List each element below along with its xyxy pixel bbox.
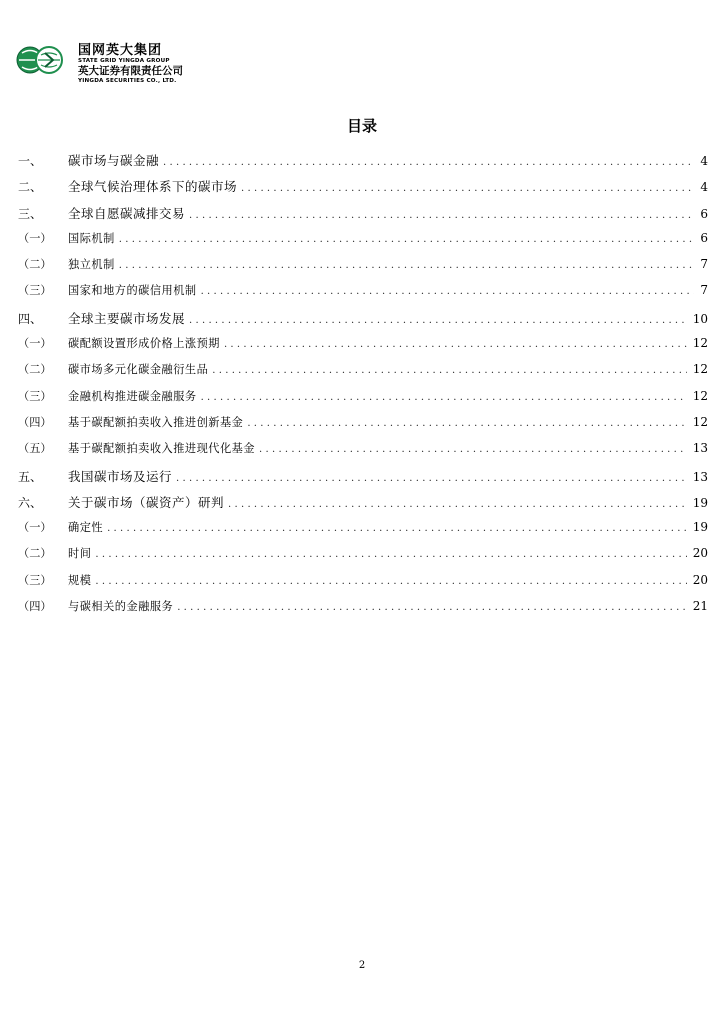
toc-entry-title: 国家和地方的碳信用机制 — [68, 284, 197, 298]
toc-entry-number: 二、 — [18, 180, 43, 195]
toc-entry-page: 4 — [700, 180, 708, 195]
toc-entry-title: 全球自愿碳减排交易 — [68, 205, 186, 221]
toc-entry-number: （二） — [18, 258, 52, 272]
toc-leader-dots — [163, 157, 694, 168]
toc-leader-dots — [241, 183, 694, 194]
toc-leader-dots — [189, 315, 687, 326]
toc-entry[interactable] — [18, 545, 708, 571]
toc-leader-dots — [212, 365, 686, 376]
toc-entry[interactable] — [18, 493, 708, 519]
toc-entry-title: 独立机制 — [68, 258, 115, 272]
toc-entry-title: 碳配额设置形成价格上涨预期 — [68, 337, 220, 351]
company-name-block — [78, 43, 183, 85]
toc-leader-dots — [95, 549, 686, 560]
toc-leader-dots — [247, 418, 686, 429]
toc-entry-title: 全球主要碳市场发展 — [68, 310, 186, 326]
toc-entry-number: （五） — [18, 442, 52, 456]
toc-entry-title: 国际机制 — [68, 231, 115, 245]
toc-entry-page: 7 — [700, 283, 708, 298]
toc-entry[interactable] — [18, 572, 708, 598]
toc-entry-page: 12 — [692, 362, 708, 377]
toc-entry-title: 规模 — [68, 573, 92, 587]
page-number: 2 — [358, 960, 366, 971]
toc-entry[interactable] — [18, 151, 708, 177]
toc-entry-page: 4 — [700, 154, 708, 168]
toc-entry[interactable] — [18, 282, 708, 308]
toc-leader-dots — [119, 260, 694, 271]
toc-leader-dots — [177, 602, 687, 613]
toc-entry[interactable] — [18, 519, 708, 545]
toc-entry-number: 六、 — [18, 495, 43, 510]
toc-entry-page: 20 — [692, 546, 708, 561]
toc-entry-number: （三） — [18, 389, 52, 403]
toc-entry-number: （一） — [18, 337, 52, 351]
toc-entry-number: （四） — [18, 415, 52, 429]
toc-entry[interactable] — [18, 230, 708, 256]
toc-entry-number: （三） — [18, 284, 52, 298]
toc-entry-page: 19 — [692, 495, 708, 510]
toc-entry-page: 12 — [692, 414, 708, 429]
toc-entry-page: 13 — [692, 441, 708, 456]
toc-leader-dots — [176, 473, 687, 484]
toc-entry-number: 一、 — [18, 154, 43, 168]
toc-entry[interactable] — [18, 256, 708, 282]
toc-entry[interactable] — [18, 440, 708, 466]
toc-entry-page: 10 — [692, 311, 708, 326]
toc-leader-dots — [259, 444, 687, 455]
toc-entry-number: 五、 — [18, 469, 43, 484]
toc-entry-title: 我国碳市场及运行 — [68, 468, 173, 484]
subsidiary-name-cn: 英大证券有限责任公司 — [78, 65, 183, 77]
toc-entry-title: 基于碳配额拍卖收入推进现代化基金 — [68, 442, 256, 456]
toc-entry-title: 全球气候治理体系下的碳市场 — [68, 179, 238, 195]
company-name-en: STATE GRID YINGDA GROUP — [78, 58, 170, 64]
toc-entry-number: （四） — [18, 600, 52, 614]
toc-entry-number: （一） — [18, 521, 52, 535]
toc-leader-dots — [95, 576, 686, 587]
toc-entry-page: 19 — [692, 520, 708, 535]
toc-leader-dots — [201, 392, 687, 403]
toc-leader-dots — [107, 523, 687, 534]
toc-leader-dots — [119, 234, 694, 245]
table-of-contents — [18, 151, 708, 624]
toc-entry-page: 12 — [692, 336, 708, 351]
toc-leader-dots — [224, 339, 687, 350]
toc-entry[interactable] — [18, 335, 708, 361]
company-name-cn: 国网英大集团 — [78, 43, 163, 58]
toc-entry-title: 与碳相关的金融服务 — [68, 600, 174, 614]
toc-entry-title: 基于碳配额拍卖收入推进创新基金 — [68, 415, 244, 429]
toc-entry-page: 12 — [692, 388, 708, 403]
toc-entry-number: （一） — [18, 231, 52, 245]
toc-leader-dots — [201, 286, 694, 297]
toc-entry-number: 四、 — [18, 311, 43, 326]
toc-entry-page: 20 — [692, 572, 708, 587]
toc-entry-page: 6 — [700, 230, 708, 245]
toc-title: 目录 — [346, 117, 377, 135]
toc-entry[interactable] — [18, 204, 708, 230]
toc-entry[interactable] — [18, 414, 708, 440]
toc-entry-page: 21 — [692, 599, 708, 614]
toc-entry-number: （二） — [18, 363, 52, 377]
toc-entry[interactable] — [18, 177, 708, 203]
toc-entry-title: 碳市场与碳金融 — [68, 153, 160, 168]
toc-entry-title: 时间 — [68, 547, 92, 561]
toc-leader-dots — [189, 210, 694, 221]
toc-entry[interactable] — [18, 467, 708, 493]
toc-entry[interactable] — [18, 388, 708, 414]
company-logo — [16, 42, 74, 78]
toc-entry-page: 6 — [700, 206, 708, 221]
subsidiary-name-en: YINGDA SECURITIES CO., LTD. — [78, 78, 177, 84]
toc-leader-dots — [228, 499, 687, 510]
toc-entry[interactable] — [18, 598, 708, 624]
toc-entry-number: （二） — [18, 547, 52, 561]
toc-entry[interactable] — [18, 361, 708, 387]
toc-entry-number: 三、 — [18, 206, 43, 221]
toc-entry-page: 13 — [692, 469, 708, 484]
toc-entry-title: 确定性 — [68, 521, 104, 535]
toc-entry-number: （三） — [18, 573, 52, 587]
toc-entry-title: 碳市场多元化碳金融衍生品 — [68, 363, 209, 377]
toc-entry-page: 7 — [700, 257, 708, 272]
toc-entry-title: 关于碳市场（碳资产）研判 — [68, 494, 225, 510]
toc-entry-title: 金融机构推进碳金融服务 — [68, 389, 197, 403]
toc-entry[interactable] — [18, 309, 708, 335]
